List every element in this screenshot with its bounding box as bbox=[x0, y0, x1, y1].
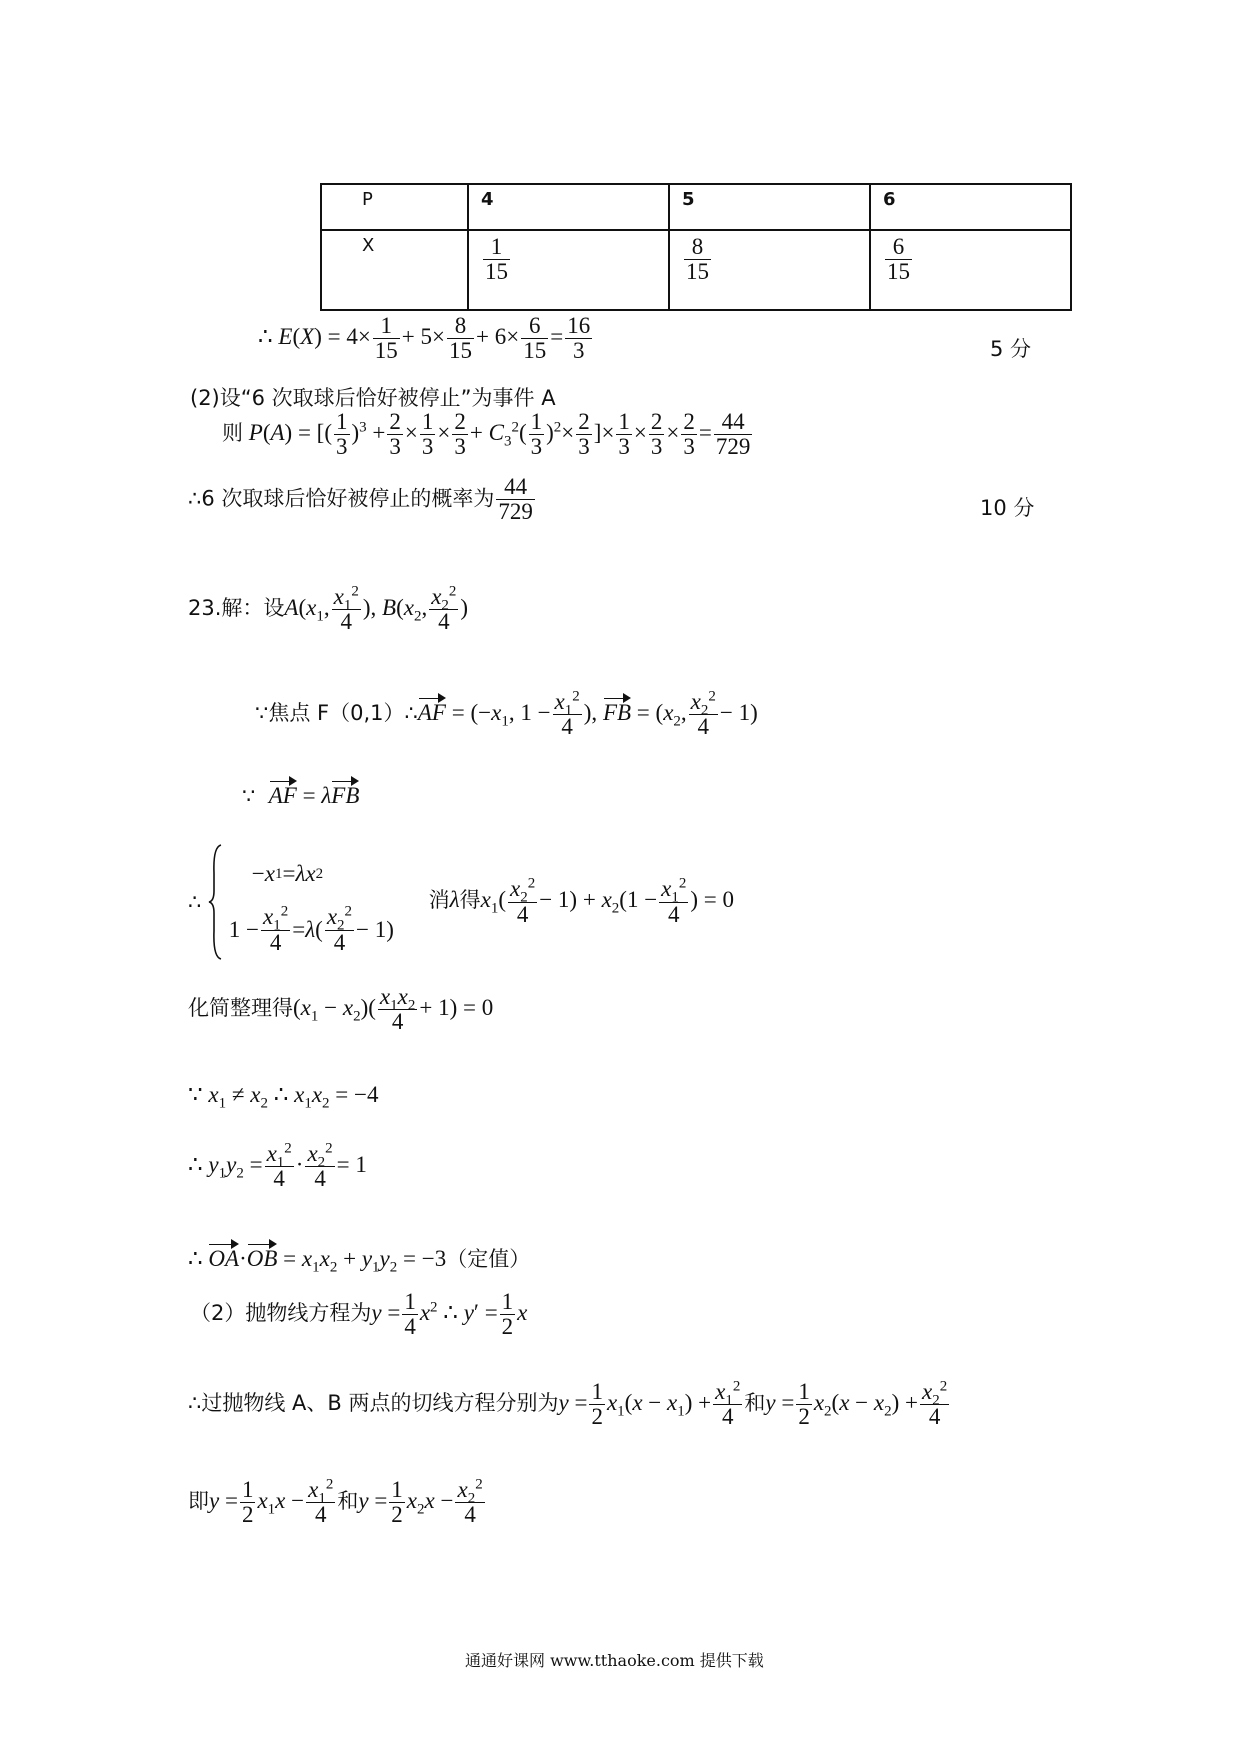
distribution-table bbox=[320, 183, 1072, 311]
tangent-lines-simplified: 即y = $\frac{1}{2}$ $x_1x$ − $\frac{x_1^2}{4}$ 和y = $\frac{1}{2}$ $x_2x$ − $\frac{x_2^2}{4}$ bbox=[188, 1476, 483, 1528]
vector-relation: ∵ AF = λFB bbox=[242, 780, 359, 809]
equation-system: ∴ − x 1 = λx 2 1 − $\frac{x_1^2}{4}$ = λ ( $\frac{x_2^2}{4}$ − 1) 消λ得$x_1$( $\frac{x_2^2}{4}$ − $1) + x_2(1$ − $\frac{x_1^2}{4}$ ) = 0 bbox=[188, 843, 734, 961]
q23-setup: 23.解：设$A(x_1$, $\frac{x_1^2}{4}$ ), $B(x_2$, $\frac{x_2^2}{4}$ ) bbox=[188, 583, 469, 635]
parabola-derivative: （2）抛物线方程为y = $\frac{1}{4}$ $x^2$ ∴ y′ = $\frac{1}{2}$ x bbox=[190, 1289, 528, 1340]
table-cell: 5 bbox=[669, 184, 870, 230]
table-cell: 6 bbox=[870, 184, 1071, 230]
expectation-formula: ∴ E(X) = 4× $\frac{1}{15}$ + 5× $\frac{8}{15}$ + 6× $\frac{6}{15}$ = $\frac{16}{3}$ bbox=[258, 313, 591, 364]
tangent-lines: ∴过抛物线 A、B 两点的切线方程分别为y = $\frac{1}{2}$ $x_1(x - x_1)$ + $\frac{x_1^2}{4}$ 和y = $\frac{1}{2}$ $x_2(x - x_2)$ + $\frac{x_2^2}{4}$ bbox=[188, 1378, 948, 1430]
focus-vectors: ∵焦点 F（0,1）∴AF = ($-x_1$, 1 − $\frac{x_1^2}{4}$ ), FB = ($x_2$, $\frac{x_2^2}{4}$ − 1) bbox=[255, 688, 758, 740]
probability-formula: 则 P(A) = [( $\frac{1}{3}$ )$^3$ + $\frac{2}{3}$ × $\frac{1}{3}$ × $\frac{2}{3}$ + $C_3^2$( $\frac{1}{3}$ )$^2$× $\frac{2}{3}$ ]× $\frac{1}{3}$ × $\frac{2}{3}$ × $\frac{2}{3}$ = $\frac{44}{729}$ bbox=[222, 409, 751, 460]
simplified-equation: 化简整理得$(x_1 - x_2)$( $\frac{x_1x_2}{4}$ + 1) = 0 bbox=[188, 984, 494, 1035]
table-row bbox=[321, 230, 1071, 310]
left-brace-icon bbox=[208, 843, 222, 961]
row-header-x: X bbox=[321, 230, 468, 310]
probability-conclusion: ∴6 次取球后恰好被停止的概率为 $\frac{44}{729}$ bbox=[188, 474, 533, 525]
table-cell: $\frac{6}{15}$ bbox=[870, 230, 1071, 310]
footer-credit: 通通好课网 www.tthaoke.com 提供下载 bbox=[465, 1651, 764, 1670]
row-header-p: P bbox=[321, 184, 468, 230]
table-cell: $\frac{1}{15}$ bbox=[468, 230, 669, 310]
score-10: 10 分 bbox=[980, 496, 1035, 520]
table-cell: 4 bbox=[468, 184, 669, 230]
part2-intro: (2)设“6 次取球后恰好被停止”为事件 A bbox=[190, 386, 556, 410]
product-x: ∵ $x_1 \ne x_2$ ∴ $x_1x_2 = -4$ bbox=[188, 1082, 379, 1112]
dot-product: ∴ $OA\cdot OB = x_1x_2 + y_1y_2 = -3$（定值） bbox=[188, 1243, 530, 1273]
table-row bbox=[321, 184, 1071, 230]
product-y: ∴ $y_1y_2$ = $\frac{x_1^2}{4}$ · $\frac{x_2^2}{4}$ = 1 bbox=[188, 1140, 367, 1192]
table-cell: $\frac{8}{15}$ bbox=[669, 230, 870, 310]
score-5: 5 分 bbox=[990, 337, 1032, 361]
